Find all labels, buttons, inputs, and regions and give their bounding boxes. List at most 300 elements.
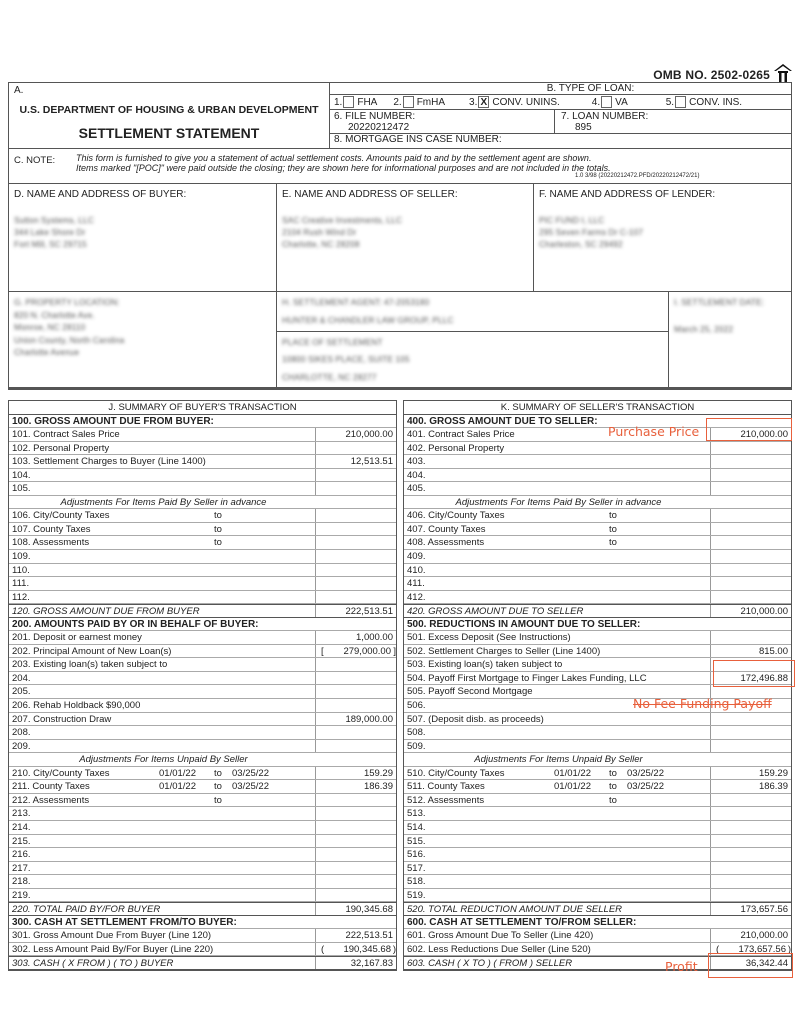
row-label: 505. Payoff Second Mortgage <box>407 686 533 698</box>
table-row <box>404 916 791 930</box>
table-row <box>404 835 791 849</box>
row-description <box>404 442 710 455</box>
loan-type-checkbox[interactable] <box>343 96 354 108</box>
amount-value: 222,513.51 <box>345 606 393 618</box>
row-description <box>9 807 315 820</box>
form-title-block <box>9 83 330 148</box>
amount-value: 210,000.00 <box>740 606 788 618</box>
settlement-agent <box>277 292 668 332</box>
row-label: 201. Deposit or earnest money <box>12 632 142 644</box>
table-row <box>9 699 396 713</box>
row-amount <box>315 957 396 969</box>
table-row <box>9 821 396 835</box>
row-label: Adjustments For Items Paid By Seller in advance <box>60 496 267 508</box>
row-description <box>404 618 710 631</box>
row-label: 213. <box>12 808 31 820</box>
to-label: to <box>609 767 617 779</box>
row-label: 602. Less Reductions Due Seller (Line 520) <box>407 943 591 955</box>
row-amount <box>710 536 791 549</box>
row-description <box>404 672 710 685</box>
amount-value: 186.39 <box>363 781 393 793</box>
property-name: Charlotte Avenue <box>14 347 80 357</box>
row-amount <box>710 821 791 834</box>
note-line-2: Items marked "[POC]" were paid outside the closing; they are shown here for informational purposes and are not included in the totals. <box>76 162 611 173</box>
row-amount <box>710 496 791 509</box>
row-label: 105. <box>12 483 31 495</box>
file-number-field <box>330 110 555 133</box>
bracket-open: ( <box>321 943 325 955</box>
table-row <box>9 631 396 645</box>
row-amount <box>710 889 791 902</box>
row-label: 109. <box>12 551 31 563</box>
row-amount <box>315 672 396 685</box>
row-amount <box>315 929 396 942</box>
row-amount <box>710 929 791 942</box>
row-amount <box>710 726 791 739</box>
to-label: to <box>214 537 222 549</box>
purchase-price-annotation: Purchase Price <box>608 424 700 439</box>
row-label: 300. CASH AT SETTLEMENT FROM/TO BUYER: <box>12 916 237 928</box>
row-amount <box>710 875 791 888</box>
row-amount <box>315 658 396 671</box>
row-amount <box>710 740 791 753</box>
row-amount <box>315 605 396 617</box>
table-row <box>404 862 791 876</box>
note-line-1: This form is furnished to give you a statement of actual settlement costs. Amounts paid to and by the settlement agent are shown. <box>76 153 592 163</box>
amount-value: 222,513.51 <box>345 930 393 942</box>
amount-value: 12,513.51 <box>350 456 393 468</box>
form-title: SETTLEMENT STATEMENT <box>78 125 260 141</box>
row-label: 511. County Taxes <box>407 781 485 793</box>
row-description <box>9 631 315 644</box>
table-row <box>9 780 396 794</box>
row-label: 104. <box>12 469 31 481</box>
row-label: 408. Assessments <box>407 537 485 549</box>
row-amount <box>710 523 791 536</box>
property-city: Monroe, NC 28110 <box>14 322 86 332</box>
to-label: to <box>214 781 222 793</box>
loan-type-label: FHA <box>357 96 378 108</box>
row-label: 219. <box>12 889 31 901</box>
row-amount <box>315 807 396 820</box>
row-amount <box>710 591 791 604</box>
row-amount <box>710 713 791 726</box>
row-description <box>9 875 315 888</box>
row-label: 210. City/County Taxes <box>12 767 110 779</box>
table-row <box>404 929 791 943</box>
row-amount <box>315 685 396 698</box>
row-description <box>9 496 315 509</box>
table-row <box>404 631 791 645</box>
lender-city: Charleston, SC 29492 <box>539 239 623 249</box>
row-description <box>404 848 710 861</box>
file-loan-number-row <box>330 110 791 134</box>
section-a-label: A. <box>14 85 24 96</box>
property-location-label: G. PROPERTY LOCATION: <box>14 297 120 307</box>
seller-street: 2104 Rush Wind Dr <box>282 227 357 237</box>
seller-summary-title-row <box>404 401 791 415</box>
row-description <box>404 469 710 482</box>
table-row <box>404 794 791 808</box>
row-label: 215. <box>12 835 31 847</box>
row-amount <box>315 726 396 739</box>
row-description <box>9 482 315 495</box>
row-label: Adjustments For Items Unpaid By Seller <box>79 754 248 766</box>
row-label: 503. Existing loan(s) taken subject to <box>407 659 563 671</box>
row-amount <box>710 469 791 482</box>
row-label: 409. <box>407 551 426 563</box>
row-label: 512. Assessments <box>407 794 485 806</box>
place-street: 10800 SIKES PLACE, SUITE 105 <box>282 354 410 364</box>
table-row <box>9 875 396 889</box>
row-label: 303. CASH ( X FROM ) ( TO ) BUYER <box>12 958 174 970</box>
loan-type-fmha[interactable] <box>393 96 445 108</box>
row-label: 204. <box>12 672 31 684</box>
row-label: 302. Less Amount Paid By/For Buyer (Line 220) <box>12 943 214 955</box>
row-amount <box>315 577 396 590</box>
to-label: to <box>214 794 222 806</box>
row-label: 402. Personal Property <box>407 442 505 454</box>
table-row <box>9 902 396 916</box>
row-label: 110. <box>12 564 30 576</box>
table-row <box>9 753 396 767</box>
row-label: 504. Payoff First Mortgage to Finger Lakes Funding, LLC <box>407 672 647 684</box>
row-description <box>404 605 710 617</box>
row-label: 102. Personal Property <box>12 442 110 454</box>
row-description <box>404 794 710 807</box>
table-row <box>404 564 791 578</box>
row-label: 407. County Taxes <box>407 523 486 535</box>
row-description <box>9 645 315 658</box>
property-street: 820 N. Charlotte Ave. <box>14 309 95 320</box>
row-amount <box>710 645 791 658</box>
row-label: 108. Assessments <box>12 537 90 549</box>
lender-street: 295 Seven Farms Dr C-107 <box>539 227 643 237</box>
to-label: to <box>214 510 222 522</box>
settlement-agent-name: HUNTER & CHANDLER LAW GROUP, PLLC <box>282 314 454 325</box>
amount-value: 210,000.00 <box>740 429 788 441</box>
table-row <box>404 442 791 456</box>
table-row <box>404 604 791 618</box>
row-label: 516. <box>407 849 426 861</box>
settlement-date-value: March 25, 2022 <box>674 323 734 334</box>
row-description <box>9 780 315 793</box>
row-amount <box>710 442 791 455</box>
to-date: 03/25/22 <box>627 767 664 779</box>
row-description <box>9 415 315 428</box>
to-date: 03/25/22 <box>232 767 269 779</box>
row-label: 211. County Taxes <box>12 781 90 793</box>
row-description <box>404 509 710 522</box>
row-label: 301. Gross Amount Due From Buyer (Line 120) <box>12 930 212 942</box>
table-row <box>9 794 396 808</box>
row-description <box>404 740 710 753</box>
table-row <box>9 577 396 591</box>
lender-label: F. NAME AND ADDRESS OF LENDER: <box>539 189 716 200</box>
row-amount <box>710 605 791 617</box>
to-label: to <box>609 781 617 793</box>
seller-block <box>277 184 534 291</box>
row-label: 216. <box>12 849 31 861</box>
row-label: 106. City/County Taxes <box>12 510 110 522</box>
row-label: Adjustments For Items Paid By Seller in advance <box>455 496 662 508</box>
table-row <box>9 929 396 943</box>
loan-type-conv-ins[interactable] <box>666 96 742 108</box>
department-name: U.S. DEPARTMENT OF HOUSING & URBAN DEVELOPMENT <box>19 104 319 116</box>
row-description <box>404 916 710 929</box>
form-header <box>9 83 791 149</box>
row-description <box>404 564 710 577</box>
row-label: 120. GROSS AMOUNT DUE FROM BUYER <box>12 606 200 618</box>
row-description <box>9 523 315 536</box>
row-description <box>9 929 315 942</box>
row-label: 513. <box>407 808 426 820</box>
row-label: 519. <box>407 889 426 901</box>
row-amount <box>315 875 396 888</box>
row-amount <box>315 821 396 834</box>
row-label: 220. TOTAL PAID BY/FOR BUYER <box>12 904 161 916</box>
row-description <box>9 794 315 807</box>
bracket-open: ( <box>716 943 720 955</box>
property-location-block <box>9 292 277 387</box>
seller-label: E. NAME AND ADDRESS OF SELLER: <box>282 189 458 200</box>
row-label: 203. Existing loan(s) taken subject to <box>12 659 168 671</box>
amount-value: 190,345.68 <box>345 904 393 916</box>
row-label: 208. <box>12 727 31 739</box>
row-description <box>9 455 315 468</box>
table-row <box>9 523 396 537</box>
table-row <box>404 875 791 889</box>
row-description <box>404 903 710 915</box>
table-row <box>404 509 791 523</box>
row-description <box>9 564 315 577</box>
to-label: to <box>214 523 222 535</box>
from-date: 01/01/22 <box>554 767 591 779</box>
table-row <box>404 821 791 835</box>
table-row <box>9 428 396 442</box>
row-amount <box>315 536 396 549</box>
row-amount <box>315 794 396 807</box>
place-city: CHARLOTTE, NC 28277 <box>282 371 377 382</box>
row-description <box>9 848 315 861</box>
hud-house-logo-icon <box>773 63 793 83</box>
loan-type-va[interactable] <box>592 96 628 108</box>
row-label: 401. Contract Sales Price <box>407 429 515 441</box>
row-amount <box>315 631 396 644</box>
row-amount <box>315 564 396 577</box>
table-row <box>9 835 396 849</box>
row-description <box>404 807 710 820</box>
row-amount <box>710 807 791 820</box>
row-amount <box>710 753 791 766</box>
row-description <box>9 685 315 698</box>
row-description <box>9 835 315 848</box>
row-label: 514. <box>407 821 426 833</box>
row-amount <box>315 903 396 915</box>
row-description <box>9 726 315 739</box>
row-description <box>9 903 315 915</box>
row-description <box>9 699 315 712</box>
row-amount <box>315 713 396 726</box>
amount-value: 210,000.00 <box>740 930 788 942</box>
row-amount <box>710 509 791 522</box>
loan-type-checkbox[interactable] <box>601 96 612 108</box>
row-amount <box>710 780 791 793</box>
lender-name: PIC FUND I, LLC <box>539 215 605 225</box>
loan-type-conv-unins[interactable] <box>469 96 560 108</box>
seller-summary-title: K. SUMMARY OF SELLER'S TRANSACTION <box>500 402 695 413</box>
settlement-agent-label: H. SETTLEMENT AGENT: 47-2053180 <box>282 297 430 307</box>
row-label: 603. CASH ( X TO ) ( FROM ) SELLER <box>407 958 573 970</box>
row-description <box>404 889 710 902</box>
row-amount <box>315 916 396 929</box>
row-amount <box>315 780 396 793</box>
buyer-summary-title-row <box>9 401 396 415</box>
amount-value: 173,657.56 <box>738 943 786 955</box>
from-date: 01/01/22 <box>159 781 196 793</box>
table-row <box>404 618 791 632</box>
bracket-close: ) <box>392 943 396 955</box>
buyer-name: Sutton Systems, LLC <box>14 215 94 225</box>
buyer-label: D. NAME AND ADDRESS OF BUYER: <box>14 189 187 200</box>
amount-value: 173,657.56 <box>740 904 788 916</box>
row-label: 406. City/County Taxes <box>407 510 505 522</box>
row-amount <box>710 618 791 631</box>
row-label: 501. Excess Deposit (See Instructions) <box>407 632 571 644</box>
row-amount <box>710 767 791 780</box>
table-row <box>9 740 396 754</box>
from-date: 01/01/22 <box>159 767 196 779</box>
place-of-settlement <box>277 332 668 388</box>
row-label: 507. (Deposit disb. as proceeds) <box>407 713 544 725</box>
row-description <box>404 645 710 658</box>
row-description <box>404 658 710 671</box>
table-row <box>404 591 791 605</box>
row-amount <box>315 415 396 428</box>
row-label: 506. <box>407 700 426 712</box>
table-row <box>9 916 396 930</box>
table-row <box>9 536 396 550</box>
table-row <box>9 564 396 578</box>
file-number-value: 20220212472 <box>348 122 410 133</box>
to-label: to <box>609 510 617 522</box>
to-label: to <box>609 523 617 535</box>
row-description <box>404 482 710 495</box>
row-amount <box>710 835 791 848</box>
loan-type-checkbox[interactable]: X <box>478 96 489 108</box>
payoff-annotation: No Fee Funding Payoff <box>633 696 772 711</box>
row-description <box>404 523 710 536</box>
form-version: 1.0 3/98 (20220212472.PFD/20220212472/21) <box>575 173 700 179</box>
profit-annotation: Profit <box>665 959 698 974</box>
row-description <box>9 767 315 780</box>
row-amount <box>315 699 396 712</box>
table-row <box>404 550 791 564</box>
table-row <box>404 523 791 537</box>
table-row <box>9 415 396 429</box>
loan-type-checkbox[interactable] <box>675 96 686 108</box>
table-row <box>9 685 396 699</box>
table-row <box>9 956 396 970</box>
amount-value: 190,345.68 <box>343 943 391 955</box>
place-label: PLACE OF SETTLEMENT <box>282 336 383 347</box>
amount-value: 32,167.83 <box>350 958 393 970</box>
row-description <box>404 835 710 848</box>
row-label: 510. City/County Taxes <box>407 767 505 779</box>
row-description <box>9 957 315 969</box>
row-description <box>9 605 315 617</box>
table-row <box>9 672 396 686</box>
table-row <box>404 848 791 862</box>
loan-type-label: FmHA <box>416 96 446 108</box>
row-label: 518. <box>407 876 426 888</box>
row-label: 411. <box>407 578 425 590</box>
row-label: 218. <box>12 876 31 888</box>
table-row <box>9 482 396 496</box>
note-text <box>76 154 611 173</box>
to-label: to <box>609 537 617 549</box>
row-label: 502. Settlement Charges to Seller (Line 1400) <box>407 645 601 657</box>
property-county: Union County, North Carolina <box>14 334 125 345</box>
table-row <box>9 943 396 957</box>
row-amount <box>710 903 791 915</box>
table-row <box>9 496 396 510</box>
settlement-date-block <box>669 292 791 387</box>
to-label: to <box>214 767 222 779</box>
amount-value: 189,000.00 <box>345 713 393 725</box>
row-description <box>9 658 315 671</box>
row-label: 209. <box>12 740 31 752</box>
row-label: 517. <box>407 862 426 874</box>
row-description <box>9 753 315 766</box>
row-amount <box>315 509 396 522</box>
row-description <box>404 929 710 942</box>
seller-city: Charlotte, NC 28208 <box>282 239 360 249</box>
table-row <box>9 509 396 523</box>
row-amount <box>315 767 396 780</box>
row-label: 515. <box>407 835 426 847</box>
row-description <box>9 618 315 631</box>
row-amount <box>315 482 396 495</box>
table-row <box>404 807 791 821</box>
row-description <box>404 536 710 549</box>
row-amount <box>315 753 396 766</box>
row-label: 205. <box>12 686 31 698</box>
loan-type-num: 5. <box>665 96 675 108</box>
table-row <box>404 455 791 469</box>
row-description <box>9 889 315 902</box>
seller-name: SAC Creative Investments, LLC <box>282 215 402 225</box>
row-amount <box>315 943 396 956</box>
buyer-street: 344 Lake Shore Dr <box>14 227 86 237</box>
table-row <box>404 780 791 794</box>
row-amount <box>315 591 396 604</box>
row-label: Adjustments For Items Unpaid By Seller <box>474 754 643 766</box>
row-description <box>9 550 315 563</box>
loan-type-num: 4. <box>591 96 601 108</box>
loan-type-checkbox[interactable] <box>403 96 414 108</box>
table-row <box>9 604 396 618</box>
amount-value: 159.29 <box>363 767 393 779</box>
table-row <box>9 455 396 469</box>
table-row <box>404 902 791 916</box>
row-description <box>9 862 315 875</box>
loan-type-fha[interactable] <box>334 96 377 108</box>
buyer-summary-title: J. SUMMARY OF BUYER'S TRANSACTION <box>108 402 297 413</box>
row-label: 111. <box>12 578 30 590</box>
row-amount <box>710 482 791 495</box>
table-row <box>404 469 791 483</box>
